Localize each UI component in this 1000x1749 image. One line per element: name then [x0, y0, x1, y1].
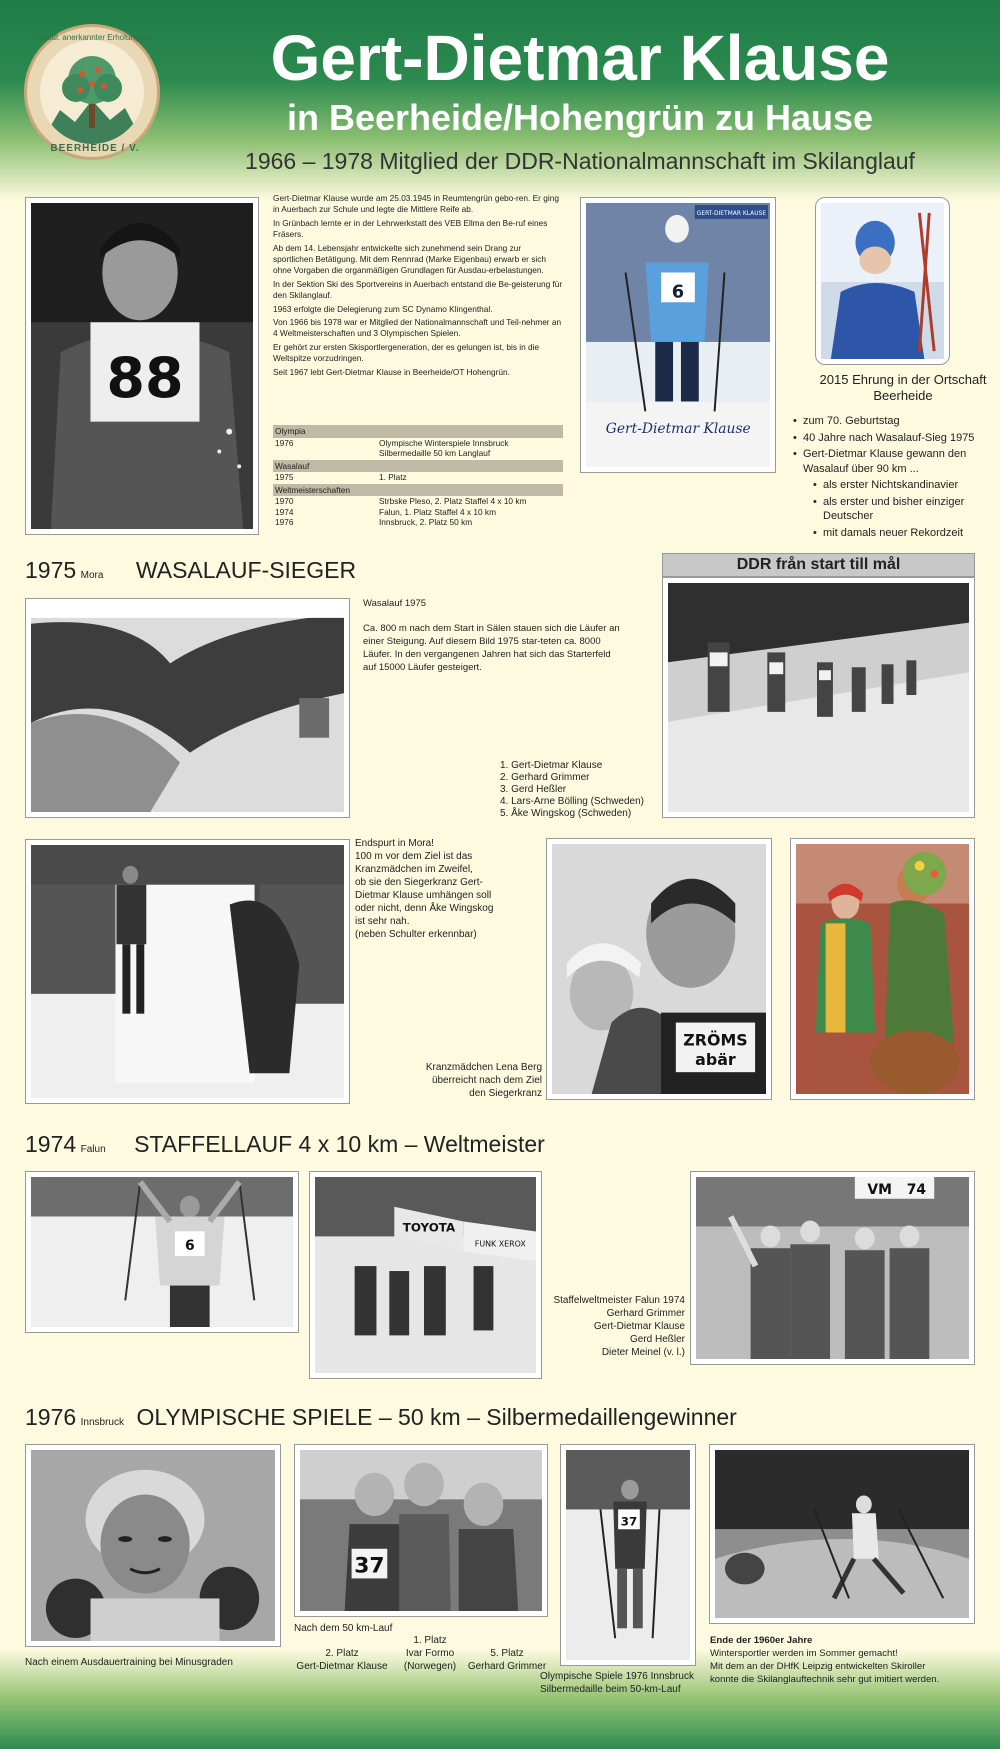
honor-item-text: Gert-Dietmar Klause gewann den Wasalauf über 90 km ... — [803, 448, 967, 475]
skiroller-photo — [709, 1444, 975, 1624]
skiroller-caption-line: Wintersportler werden im Sommer gemacht! — [710, 1648, 898, 1659]
olympic-bib-37: 37 — [620, 1514, 638, 1529]
results-row — [273, 472, 563, 483]
skiroller-caption-line: konnte die Skilanglauftechnik sehr gut imitiert werden. — [710, 1674, 940, 1685]
endspurt-line: Kranzmädchen im Zweifel, — [355, 864, 473, 875]
section-place: Innsbruck — [80, 1417, 124, 1428]
podium-line: 1. Platz — [413, 1635, 447, 1646]
results-year: 1976 — [275, 437, 294, 448]
results-text: Innsbruck, 2. Platz 50 km — [379, 517, 473, 527]
results-year: 1970 — [275, 496, 294, 506]
banner-toyota: TOYOTA — [402, 1220, 456, 1235]
autograph-card-photo — [580, 197, 776, 473]
section-heading-1975 — [25, 556, 645, 584]
ranking-item: 3. Gerd Heßler — [500, 784, 567, 795]
bio-paragraph: Von 1966 bis 1978 war er Mitglied der Nationalmannschaft und Teil-nehmer an 4 Weltmeisterschaften und 3 Olympischen Spielen. — [273, 317, 562, 339]
falun-bib-6: 6 — [184, 1238, 195, 1255]
ranking-item: 1. Gert-Dietmar Klause — [500, 760, 603, 771]
endspurt-line: 100 m vor dem Ziel ist das — [355, 851, 473, 862]
wasalauf-caption-title: Wasalauf 1975 — [363, 598, 427, 609]
results-year: 1975 — [275, 472, 294, 482]
card-brand: GERT-DIETMAR KLAUSE — [696, 209, 767, 217]
ranking-item: 2. Gerhard Grimmer — [500, 772, 590, 783]
honor-item: • zum 70. Geburtstag — [793, 414, 1000, 429]
section-year: 1976 — [25, 1404, 77, 1430]
results-heading-wm: Weltmeisterschaften — [273, 484, 563, 497]
falun-caption-line: Staffelweltmeister Falun 1974 — [553, 1295, 685, 1306]
endspurt-line: (neben Schulter erkennbar) — [355, 929, 477, 940]
bib-number-6: 6 — [671, 281, 685, 303]
skiroller-caption — [710, 1634, 995, 1686]
endspurt-line: ob sie den Siegerkranz Gert- — [355, 877, 483, 888]
podium-title: Nach dem 50 km-Lauf — [294, 1623, 393, 1634]
wasalauf-caption-text: Ca. 800 m nach dem Start in Sälen stauen sich die Läufer an einer Steigung. Auf diesem Bild 1975 star-teten ca. 8000 Läufer. In den vergangenen Jahren hat sich das Starterfeld auf 15000 Läufer gesteigert. — [363, 623, 620, 673]
honor-item: • 40 Jahre nach Wasalauf-Sieg 1975 — [793, 431, 1000, 446]
olympic-caption-line: Silbermedaille beim 50-km-Lauf — [540, 1684, 681, 1695]
section-year: 1974 — [25, 1131, 77, 1157]
vm-sign-year: 74 — [906, 1181, 927, 1198]
honor-title: 2015 Ehrung in der Ortschaft Beerheide — [819, 372, 987, 403]
falun-celebration-photo — [309, 1171, 542, 1379]
page-subtitle: in Beerheide/Hohengrün zu Hause — [286, 97, 874, 138]
ranking-item: 5. Åke Wingskog (Schweden) — [500, 808, 632, 819]
kranz-caption — [380, 1061, 542, 1100]
page-title: Gert-Dietmar Klause — [270, 22, 890, 94]
endspurt-caption — [355, 837, 515, 941]
kranz-line: Kranzmädchen Lena Berg — [425, 1062, 542, 1073]
honor-subitem: • als erster Nichtskandinavier — [813, 478, 1000, 493]
podium-line: Ivar Formo — [405, 1648, 455, 1659]
podium-line: 2. Platz — [325, 1648, 359, 1659]
bio-paragraph: 1963 erfolgte die Delegierung zum SC Dynamo Klingenthal. — [273, 303, 493, 314]
section-heading-1974 — [25, 1130, 645, 1158]
kranz-photo — [546, 838, 772, 1100]
tree-icon — [40, 40, 144, 144]
falun-finish-photo — [25, 1171, 299, 1333]
wasalauf-ranking — [500, 760, 700, 820]
logo-top-text: Staatl. anerkannter Erholungsort — [37, 33, 153, 42]
podium-line: Gerhard Grimmer — [467, 1661, 547, 1672]
endspurt-line: Endspurt in Mora! — [355, 838, 434, 849]
biography-text — [273, 193, 563, 380]
endspurt-line: oder nicht, denn Åke Wingskog — [355, 903, 494, 914]
bio-paragraph: Er gehört zur ersten Skisportlergeneration, der es gelungen ist, bis in die Weltspitze vorzudringen. — [273, 341, 540, 364]
podium-photo — [294, 1444, 548, 1617]
results-year: 1974 — [275, 506, 294, 517]
skiroller-caption-line: Mit dem an der DHfK Leipzig entwickelten Skiroller — [710, 1661, 926, 1672]
section-heading-1976 — [25, 1403, 825, 1431]
page-tagline: 1966 – 1978 Mitglied der DDR-Nationalmannschaft im Skilanglauf — [245, 148, 915, 174]
podium-second-place — [292, 1647, 392, 1673]
results-row — [273, 517, 563, 528]
honor-subitem: • als erster und bisher einziger Deutscher — [813, 495, 1000, 524]
wreath-color-photo — [790, 838, 975, 1100]
vm-sign: VM — [867, 1181, 892, 1198]
honor-item — [793, 447, 1000, 540]
bib-number-88: 88 — [106, 345, 184, 411]
bib-text-abar: abär — [695, 1050, 736, 1070]
results-row — [273, 438, 563, 459]
frost-training-caption: Nach einem Ausdauertraining bei Minusgraden — [25, 1657, 233, 1668]
results-row — [273, 507, 563, 518]
wasalauf-caption — [363, 597, 623, 674]
town-logo — [24, 24, 160, 160]
results-text: Olympische Winterspiele Innsbruck Silbermedaille 50 km Langlauf — [379, 437, 509, 458]
olympic-caption-line: Olympische Spiele 1976 Innsbruck — [540, 1671, 694, 1682]
section-year: 1975 — [25, 557, 77, 583]
bio-paragraph: In Grünbach lernte er in der Lehrwerkstatt des VEB Ellma den Be-ruf eines Fräsers. — [273, 217, 548, 240]
falun-caption-line: Gerd Heßler — [629, 1334, 685, 1345]
wasalauf-crowd-photo — [25, 598, 350, 818]
results-text: Strbske Pleso, 2. Platz Staffel 4 x 10 km — [379, 496, 527, 506]
skiroller-caption-title: Ende der 1960er Jahre — [710, 1635, 813, 1646]
ddr-skiers-photo — [662, 577, 975, 818]
kranz-line: überreicht nach dem Ziel — [431, 1075, 542, 1086]
section-place: Falun — [80, 1144, 106, 1155]
podium-fifth-place — [462, 1647, 552, 1673]
honor-subitem: • mit damals neuer Rekordzeit — [813, 526, 1000, 541]
ranking-item: 4. Lars-Arne Bölling (Schweden) — [500, 796, 644, 807]
endspurt-line: Dietmar Klause umhängen soll — [355, 890, 492, 901]
banner-xerox: FUNK XEROX — [474, 1239, 526, 1249]
section-title: STAFFELLAUF 4 x 10 km – Weltmeister — [134, 1131, 545, 1157]
falun-team-photo — [690, 1171, 975, 1365]
portrait-photo-bib-88 — [25, 197, 259, 535]
endspurt-line: ist sehr nah. — [355, 916, 410, 927]
olympic-race-caption — [540, 1670, 720, 1696]
olympic-race-photo — [560, 1444, 696, 1666]
podium-line: (Norwegen) — [403, 1661, 457, 1672]
falun-caption — [530, 1294, 685, 1359]
results-heading-wasalauf: Wasalauf — [273, 460, 563, 473]
honor-sublist — [803, 478, 1000, 540]
frost-training-photo — [25, 1444, 281, 1647]
honor-2015-photo — [815, 197, 950, 365]
honor-list — [793, 414, 1000, 542]
bio-paragraph: Ab dem 14. Lebensjahr entwickelte sich zunehmend sein Drang zur sportlichen Betätigung. Mit dem Rennrad (Marke Eigenbau) erwarb er sich ohne Vorgaben die organmäßigen Grundlagen für Ausdau-erbelastungen. — [273, 242, 547, 276]
results-table — [273, 424, 563, 528]
section-place: Mora — [80, 570, 104, 581]
results-heading-olympia: Olympia — [273, 425, 563, 438]
results-text: 1. Platz — [379, 472, 407, 482]
falun-caption-line: Gert-Dietmar Klause — [593, 1321, 685, 1332]
podium-bib-37: 37 — [354, 1553, 385, 1579]
autograph-signature: Gert-Dietmar Klause — [605, 421, 751, 438]
podium-line: 5. Platz — [490, 1648, 524, 1659]
bio-paragraph: In der Sektion Ski des Sportvereins in Auerbach entstand die Be-geisterung für den Skilanglauf. — [273, 278, 563, 301]
endspurt-photo — [25, 839, 350, 1104]
results-year: 1976 — [275, 517, 294, 527]
falun-caption-line: Dieter Meinel (v. l.) — [601, 1347, 685, 1358]
bib-text-zroms: ZRÖMS — [683, 1030, 748, 1050]
results-text: Falun, 1. Platz Staffel 4 x 10 km — [379, 506, 496, 517]
section-title: OLYMPISCHE SPIELE – 50 km – Silbermedaillengewinner — [136, 1404, 737, 1430]
bio-paragraph: Seit 1967 lebt Gert-Dietmar Klause in Beerheide/OT Hohengrün. — [273, 366, 510, 377]
logo-bottom-text: BEERHEIDE / V. — [50, 143, 140, 154]
ddr-banner: DDR från start till mål — [662, 553, 975, 577]
podium-line: Gert-Dietmar Klause — [296, 1661, 388, 1672]
results-row — [273, 496, 563, 507]
falun-caption-line: Gerhard Grimmer — [606, 1308, 685, 1319]
section-title: WASALAUF-SIEGER — [135, 557, 357, 583]
kranz-line: den Siegerkranz — [469, 1088, 542, 1099]
bio-paragraph: Gert-Dietmar Klause wurde am 25.03.1945 in Reumtengrün gebo-ren. Er ging in Auerbach zur Schule und legte die Mittlere Reife ab. — [273, 193, 559, 215]
